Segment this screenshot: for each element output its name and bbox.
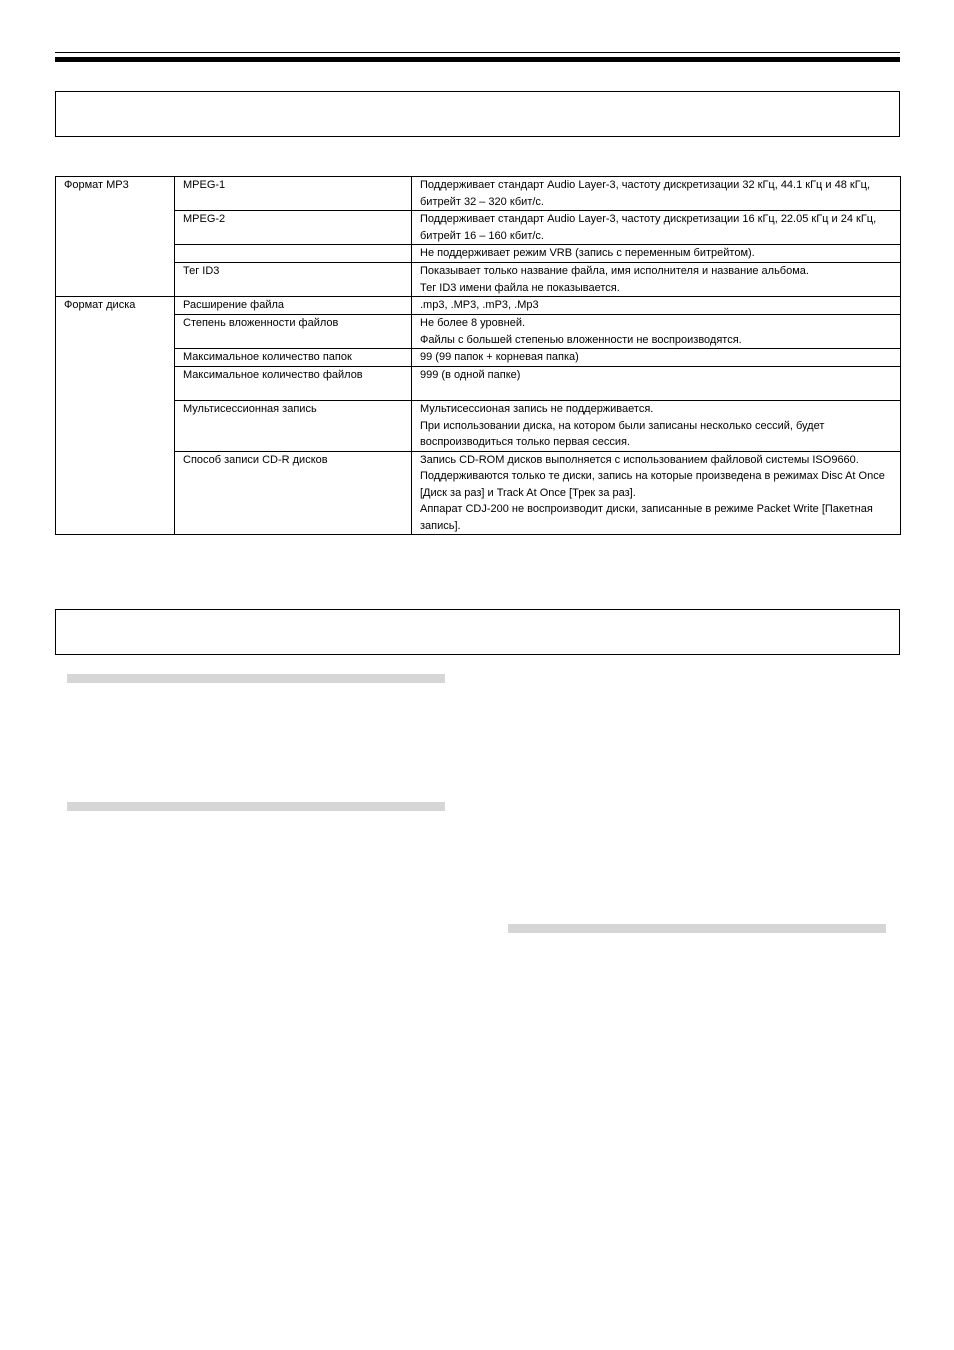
table-row <box>56 263 901 297</box>
group-cell-disc-format: Формат диска <box>56 297 175 535</box>
section-heading-box <box>55 91 900 137</box>
table-row <box>56 451 901 535</box>
item-cell: Степень вложенности файлов <box>175 315 412 349</box>
detail-cell: Не более 8 уровней. Файлы с большей степенью вложенности не воспроизводятся. <box>412 315 901 349</box>
item-cell: Максимальное количество файлов <box>175 367 412 401</box>
subsection-bar <box>508 924 886 933</box>
item-cell: MPEG-1 <box>175 177 412 211</box>
section-heading-box <box>55 609 900 655</box>
header-rule-thin <box>55 52 900 53</box>
detail-cell: .mp3, .MP3, .mP3, .Mp3 <box>412 297 901 315</box>
table-row <box>56 349 901 367</box>
detail-cell: 99 (99 папок + корневая папка) <box>412 349 901 367</box>
mp3-spec-table <box>55 176 901 535</box>
table-row <box>56 367 901 401</box>
item-cell <box>175 245 412 263</box>
item-cell: MPEG-2 <box>175 211 412 245</box>
detail-cell: Поддерживает стандарт Audio Layer-3, частоту дискретизации 16 кГц, 22.05 кГц и 24 кГц, битрейт 16 – 160 кбит/с. <box>412 211 901 245</box>
item-cell: Способ записи CD-R дисков <box>175 451 412 535</box>
subsection-bar <box>67 802 445 811</box>
detail-cell: Не поддерживает режим VRB (запись с переменным битрейтом). <box>412 245 901 263</box>
detail-cell: Мультисессионая запись не поддерживается. При использовании диска, на котором были записаны несколько сессий, будет воспроизводиться только первая сессия. <box>412 401 901 452</box>
table-row <box>56 177 901 211</box>
table-row <box>56 297 901 315</box>
item-cell: Расширение файла <box>175 297 412 315</box>
item-cell: Максимальное количество папок <box>175 349 412 367</box>
subsection-bar <box>67 674 445 683</box>
detail-cell: 999 (в одной папке) <box>412 367 901 401</box>
table-row <box>56 211 901 245</box>
group-cell-mp3-format: Формат MP3 <box>56 177 175 297</box>
detail-cell: Поддерживает стандарт Audio Layer-3, частоту дискретизации 32 кГц, 44.1 кГц и 48 кГц, битрейт 32 – 320 кбит/с. <box>412 177 901 211</box>
item-cell: Тег ID3 <box>175 263 412 297</box>
table-row <box>56 401 901 452</box>
item-cell: Мультисессионная запись <box>175 401 412 452</box>
table-row <box>56 245 901 263</box>
header-rule-thick <box>55 57 900 62</box>
detail-cell: Запись CD-ROM дисков выполняется с использованием файловой системы ISO9660. Поддерживаются только те диски, запись на которые произведена в режимах Disc At Once [Диск за раз] и Track At Once [Трек за раз]. Аппарат CDJ-200 не воспроизводит диски, записанные в режиме Packet Write [Пакетная запись]. <box>412 451 901 535</box>
table-row <box>56 315 901 349</box>
detail-cell: Показывает только название файла, имя исполнителя и название альбома. Тег ID3 имени файла не показывается. <box>412 263 901 297</box>
